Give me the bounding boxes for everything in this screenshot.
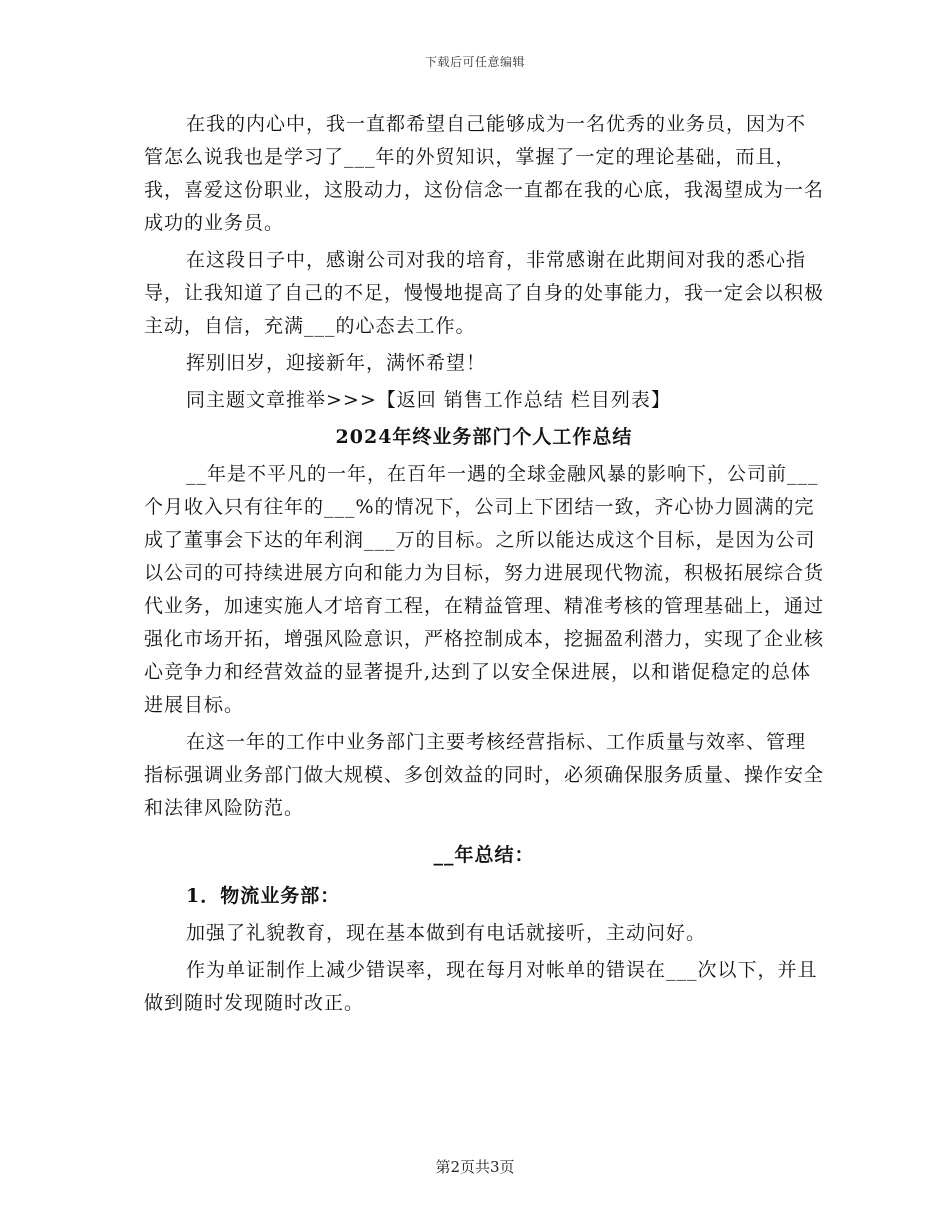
paragraph: 加强了礼貌教育，现在基本做到有电话就接听，主动问好。 [186,922,707,944]
page-number: 第2页共3页 [435,1158,515,1176]
header-note: 下载后可任意编辑 [424,55,525,69]
section-title: __年总结： [433,844,535,866]
document-body [144,108,824,1024]
paragraph: 在我的内心中，我一直都希望自己能够成为一名优秀的业务员，因为不管怎么说我也是学习了___年的外贸知识，掌握了一定的理论基础，而且，我，喜爱这份职业，这股动力，这份信念一直都在我的心底，我渴望成为一名成功的业务员。 [144,113,825,234]
article-title: 2024年终业务部门个人工作总结 [335,426,633,448]
paragraph: __年是不平凡的一年，在百年一遇的全球金融风暴的影响下，公司前___个月收入只有往年的___%的情况下，公司上下团结一致，齐心协力圆满的完成了董事会下达的年利润___万的目标。之所以能达成这个目标，是因为公司以公司的可持续进展方向和能力为目标，努力进展现代物流，积极拓展综合货代业务，加速实施人才培育工程，在精益管理、精准考核的管理基础上，通过强化市场开拓，增强风险意识，严格控制成本，挖掘盈利潜力，实现了企业核心竞争力和经营效益的显著提升,达到了以安全保进展，以和谐促稳定的总体进展目标。 [144,463,825,716]
paragraph: 在这一年的工作中业务部门主要考核经营指标、工作质量与效率、管理指标强调业务部门做大规模、多创效益的同时，必须确保服务质量、操作安全和法律风险防范。 [144,731,825,819]
paragraph: 作为单证制作上减少错误率，现在每月对帐单的错误在___次以下，并且做到随时发现随时改正。 [144,959,818,1014]
subsection-title: 1．物流业务部： [186,885,341,907]
paragraph: 在这段日子中，感谢公司对我的培育，非常感谢在此期间对我的悉心指导，让我知道了自己的不足，慢慢地提高了自身的处事能力，我一定会以积极主动，自信，充满___的心态去工作。 [144,249,825,337]
recommend-link[interactable]: 同主题文章推举>>>【返回 销售工作总结 栏目列表】 [186,389,671,411]
paragraph: 挥别旧岁，迎接新年，满怀希望！ [186,352,487,374]
